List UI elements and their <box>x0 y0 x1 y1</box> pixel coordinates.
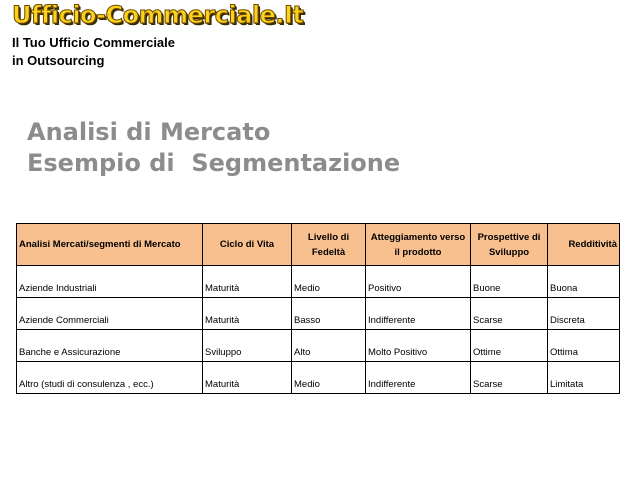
title-line-2: Esempio di Segmentazione <box>27 149 401 177</box>
cell-attitude: Positivo <box>366 266 471 298</box>
cell-loyalty: Medio <box>292 266 366 298</box>
table-row <box>17 362 620 394</box>
segmentation-table <box>16 223 620 394</box>
cell-profitability: Limitata <box>548 362 620 394</box>
brand-logo <box>12 2 303 28</box>
cell-prospects: Buone <box>471 266 548 298</box>
cell-lifecycle: Sviluppo <box>203 330 292 362</box>
cell-lifecycle: Maturità <box>203 266 292 298</box>
cell-loyalty: Basso <box>292 298 366 330</box>
cell-attitude: Indifferente <box>366 362 471 394</box>
column-header-loyalty: Livello di Fedeltà <box>292 224 366 266</box>
tagline-line-2: in Outsourcing <box>12 53 105 68</box>
logo-text: Ufficio-Commerciale.It <box>12 1 304 29</box>
cell-prospects: Scarse <box>471 298 548 330</box>
cell-loyalty: Alto <box>292 330 366 362</box>
cell-lifecycle: Maturità <box>203 298 292 330</box>
column-header-segment: Analisi Mercati/segmenti di Mercato <box>17 224 203 266</box>
cell-loyalty: Medio <box>292 362 366 394</box>
cell-lifecycle: Maturità <box>203 362 292 394</box>
column-header-profitability: Redditività <box>548 224 620 266</box>
cell-attitude: Molto Positivo <box>366 330 471 362</box>
table-row <box>17 330 620 362</box>
title-line-1: Analisi di Mercato <box>27 118 271 146</box>
cell-attitude: Indifferente <box>366 298 471 330</box>
table-header-row <box>17 224 620 266</box>
table-row <box>17 298 620 330</box>
cell-segment: Aziende Industriali <box>17 266 203 298</box>
cell-segment: Altro (studi di consulenza , ecc.) <box>17 362 203 394</box>
cell-prospects: Scarse <box>471 362 548 394</box>
table-row <box>17 266 620 298</box>
cell-segment: Aziende Commerciali <box>17 298 203 330</box>
cell-prospects: Ottime <box>471 330 548 362</box>
column-header-prospects: Prospettive di Sviluppo <box>471 224 548 266</box>
column-header-attitude: Atteggiamento verso il prodotto <box>366 224 471 266</box>
cell-profitability: Discreta <box>548 298 620 330</box>
cell-profitability: Buona <box>548 266 620 298</box>
cell-segment: Banche e Assicurazione <box>17 330 203 362</box>
column-header-lifecycle: Ciclo di Vita <box>203 224 292 266</box>
tagline <box>12 34 175 70</box>
tagline-line-1: Il Tuo Ufficio Commerciale <box>12 35 176 50</box>
cell-profitability: Ottima <box>548 330 620 362</box>
slide-title <box>27 117 400 179</box>
